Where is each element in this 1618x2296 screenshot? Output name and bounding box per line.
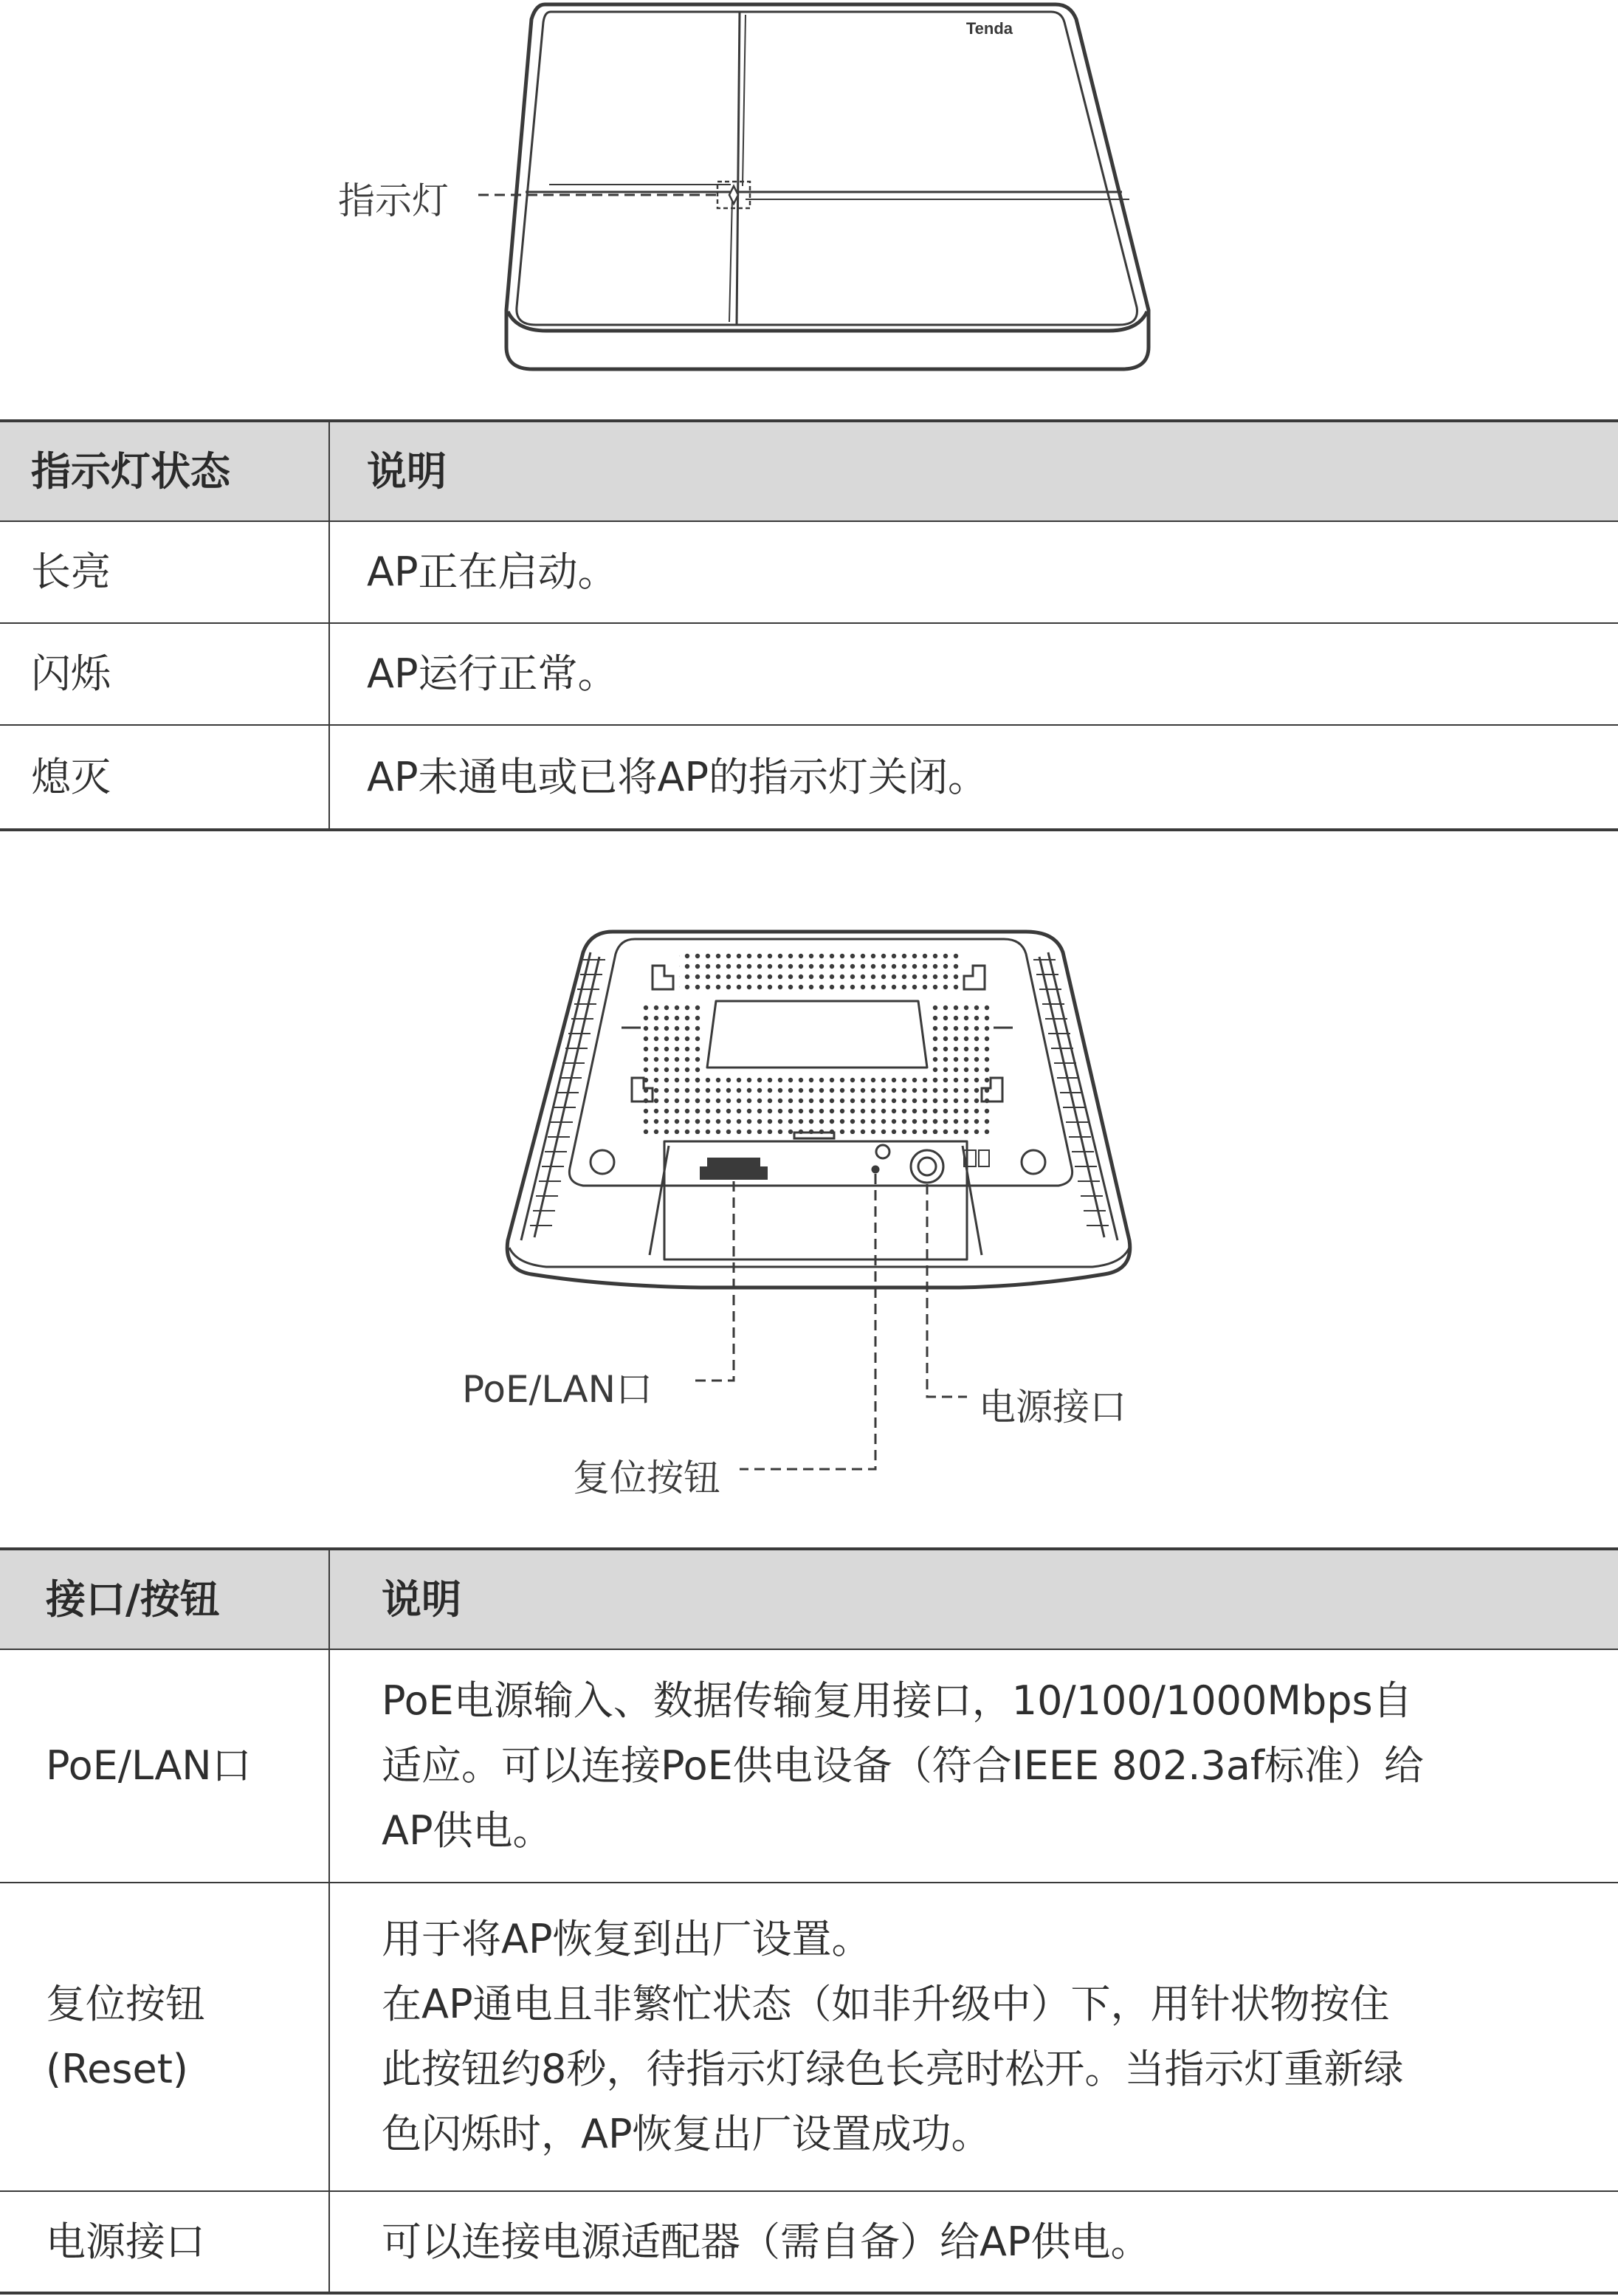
indicator-led-marker — [717, 182, 750, 208]
header-description: 说明 — [329, 1549, 1618, 1649]
reset-callout-label: 复位按钮 — [573, 1457, 720, 1499]
poe-callout-line — [692, 1181, 734, 1381]
desc-line: 此按钮约8秒，待指示灯绿色长亮时松开。当指示灯重新绿 — [382, 2046, 1404, 2092]
port-name-cell — [0, 1883, 329, 2191]
vent-dots-top — [679, 952, 960, 994]
poe-lan-port-graphic — [700, 1158, 768, 1180]
port-desc-cell — [329, 1883, 1618, 2191]
table-row — [0, 1883, 1618, 2191]
header-indicator-state: 指示灯状态 — [0, 421, 329, 521]
state-cell: 熄灭 — [0, 725, 329, 830]
ports-buttons-table — [0, 1547, 1618, 2295]
header-description: 说明 — [329, 421, 1618, 521]
state-cell: 闪烁 — [0, 623, 329, 725]
table-header-row — [0, 1549, 1618, 1649]
table-row — [0, 725, 1618, 830]
desc-line: PoE电源输入、数据传输复用接口，10/100/1000Mbps自 — [382, 1677, 1413, 1724]
ap-bottom-view-illustration — [0, 908, 1618, 1513]
port-desc-cell — [329, 2191, 1618, 2293]
power-callout-line — [927, 1184, 967, 1397]
desc-line: 适应。可以连接PoE供电设备（符合IEEE 802.3af标准）给 — [382, 1742, 1424, 1789]
ap-top-view-illustration — [0, 0, 1618, 384]
reset-callout-line — [740, 1174, 875, 1469]
reset-hole-graphic — [872, 1145, 889, 1172]
table-header-row — [0, 421, 1618, 521]
desc-cell: AP正在启动。 — [329, 521, 1618, 623]
name-line: (Reset) — [46, 2046, 188, 2092]
tenda-logo: Tenda — [965, 19, 1013, 38]
header-port-button: 接口/按钮 — [0, 1549, 329, 1649]
table-row — [0, 2191, 1618, 2293]
table-row — [0, 623, 1618, 725]
port-name-cell: PoE/LAN口 — [0, 1649, 329, 1883]
power-callout-label: 电源接口 — [979, 1386, 1126, 1429]
port-name-cell: 电源接口 — [0, 2191, 329, 2293]
desc-line: 色闪烁时，AP恢复出厂设置成功。 — [382, 2111, 991, 2157]
poe-lan-callout-label: PoE/LAN口 — [462, 1368, 653, 1411]
desc-cell: AP未通电或已将AP的指示灯关闭。 — [329, 725, 1618, 830]
desc-line: 可以连接电源适配器（需自备）给AP供电。 — [382, 2218, 1151, 2265]
desc-line: 用于将AP恢复到出厂设置。 — [382, 1916, 872, 1962]
port-desc-cell — [329, 1649, 1618, 1883]
table-row — [0, 521, 1618, 623]
state-cell: 长亮 — [0, 521, 329, 623]
name-line: 复位按钮 — [46, 1981, 205, 2027]
desc-line: 在AP通电且非繁忙状态（如非升级中）下，用针状物按住 — [382, 1981, 1390, 2027]
indicator-callout-label: 指示灯 — [338, 179, 449, 222]
table-row — [0, 1649, 1618, 1883]
desc-line: AP供电。 — [382, 1807, 553, 1854]
desc-cell: AP运行正常。 — [329, 623, 1618, 725]
power-jack-graphic — [911, 1150, 943, 1183]
indicator-status-table — [0, 419, 1618, 831]
